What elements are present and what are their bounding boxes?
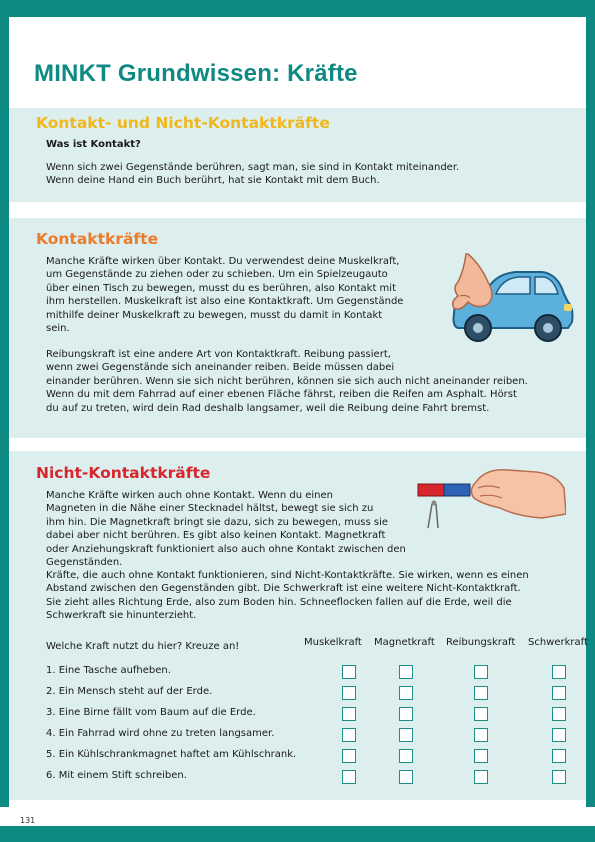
- text-line: Wenn sich zwei Gegenstände berühren, sagt man, sie sind in Kontakt miteinander.: [46, 162, 460, 173]
- section3-paragraph1: [46, 489, 446, 569]
- checkbox-schwerkraft-6[interactable]: [552, 770, 566, 784]
- magnet-icon: [418, 484, 470, 496]
- section2-paragraph1: [46, 255, 446, 335]
- section2-heading: Kontaktkräfte: [36, 230, 159, 248]
- text-line: Wenn deine Hand ein Buch berührt, hat sie Kontakt mit dem Buch.: [46, 175, 380, 187]
- text-line: oder Anziehungskraft funktioniert also auch ohne Kontakt zwischen den Gegenständen.: [46, 543, 406, 569]
- bottom-border: [0, 826, 595, 842]
- text-line: über einen Tisch zu bewegen, musst du es berühren, also Kontakt mit: [46, 282, 396, 294]
- checkbox-muskelkraft-4[interactable]: [342, 728, 356, 742]
- checkbox-schwerkraft-2[interactable]: [552, 686, 566, 700]
- right-border: [586, 17, 595, 807]
- text-line: einander berühren. Wenn sie sich nicht berühren, können sie sich auch nicht aneinander reiben.: [46, 375, 528, 387]
- checkbox-magnetkraft-1[interactable]: [399, 665, 413, 679]
- checkbox-reibungskraft-2[interactable]: [474, 686, 488, 700]
- column-header: Muskelkraft: [304, 637, 362, 648]
- list-item: 4. Ein Fahrrad wird ohne zu treten langsamer.: [46, 728, 275, 739]
- section1-question: Was ist Kontakt?: [46, 139, 141, 150]
- text-line: ihm hin. Die Magnetkraft bringt sie dazu, sich zu bewegen, muss sie: [46, 516, 389, 528]
- text-line: Wenn du mit dem Fahrrad auf einer ebenen Fläche fährst, reiben die Reifen am Asphalt. Hörst: [46, 389, 517, 401]
- checkbox-reibungskraft-5[interactable]: [474, 749, 488, 763]
- section3-paragraph2: [46, 569, 529, 623]
- text-line: Kräfte, die auch ohne Kontakt funktionieren, sind Nicht-Kontaktkräfte. Sie wirken, wenn es einen: [46, 570, 529, 581]
- pin-icon: [428, 501, 438, 529]
- text-line: ihm herstellen. Muskelkraft ist also eine Kontaktkraft. Um Gegenstände: [46, 296, 404, 308]
- checkbox-reibungskraft-3[interactable]: [474, 707, 488, 721]
- list-item: 2. Ein Mensch steht auf der Erde.: [46, 686, 213, 697]
- list-item: 6. Mit einem Stift schreiben.: [46, 770, 187, 781]
- hand-icon: [471, 470, 566, 518]
- checkbox-schwerkraft-1[interactable]: [552, 665, 566, 679]
- text-line: Sie zieht alles Richtung Erde, also zum Boden hin. Schneeflocken fallen auf die Erde, weil die: [46, 596, 512, 608]
- checkbox-schwerkraft-5[interactable]: [552, 749, 566, 763]
- checkbox-muskelkraft-2[interactable]: [342, 686, 356, 700]
- section1-heading: Kontakt- und Nicht-Kontaktkräfte: [36, 114, 330, 132]
- text-line: Abstand zwischen den Gegenständen gibt. Die Schwerkraft ist eine weitere Nicht-Kontaktkraft.: [46, 583, 521, 595]
- top-border: [0, 0, 595, 17]
- list-item: 5. Ein Kühlschrankmagnet haftet am Kühlschrank.: [46, 749, 297, 760]
- checkbox-magnetkraft-6[interactable]: [399, 770, 413, 784]
- column-header: Schwerkraft: [528, 637, 588, 648]
- checkbox-muskelkraft-5[interactable]: [342, 749, 356, 763]
- checkbox-magnetkraft-4[interactable]: [399, 728, 413, 742]
- task-instruction: Welche Kraft nutzt du hier? Kreuze an!: [46, 641, 240, 652]
- section1-text: [46, 161, 459, 188]
- hand-icon: [453, 254, 492, 309]
- checkbox-schwerkraft-4[interactable]: [552, 728, 566, 742]
- page-title: MINKT Grundwissen: Kräfte: [34, 60, 358, 87]
- section2-paragraph2: [46, 348, 528, 415]
- text-line: Magneten in die Nähe einer Stecknadel hältst, bewegt sie sich zu: [46, 503, 374, 515]
- checkbox-magnetkraft-5[interactable]: [399, 749, 413, 763]
- text-line: du auf zu treten, wird dein Rad deshalb langsamer, weil die Reibung deine Fahrt bremst.: [46, 402, 490, 414]
- list-item: 3. Eine Birne fällt vom Baum auf die Erde.: [46, 707, 256, 718]
- section3-heading: Nicht-Kontaktkräfte: [36, 464, 211, 482]
- checkbox-muskelkraft-6[interactable]: [342, 770, 356, 784]
- text-line: mithilfe deiner Muskelkraft zu bewegen, musst du damit in Kontakt: [46, 309, 383, 321]
- page-number: 131: [20, 816, 36, 825]
- left-border: [0, 17, 9, 807]
- text-line: Manche Kräfte wirken über Kontakt. Du verwendest deine Muskelkraft,: [46, 256, 400, 267]
- checkbox-schwerkraft-3[interactable]: [552, 707, 566, 721]
- list-item: 1. Eine Tasche aufheben.: [46, 665, 171, 676]
- magnet-illustration: [416, 458, 566, 536]
- toy-car-illustration: [446, 252, 576, 348]
- checkbox-reibungskraft-4[interactable]: [474, 728, 488, 742]
- checkbox-reibungskraft-6[interactable]: [474, 770, 488, 784]
- checkbox-muskelkraft-1[interactable]: [342, 665, 356, 679]
- text-line: sein.: [46, 323, 70, 335]
- column-header: Magnetkraft: [374, 637, 435, 648]
- text-line: Reibungskraft ist eine andere Art von Kontaktkraft. Reibung passiert,: [46, 349, 391, 360]
- text-line: Manche Kräfte wirken auch ohne Kontakt. Wenn du einen: [46, 490, 333, 501]
- checkbox-muskelkraft-3[interactable]: [342, 707, 356, 721]
- checkbox-magnetkraft-2[interactable]: [399, 686, 413, 700]
- text-line: wenn zwei Gegenstände sich aneinander reiben. Beide müssen dabei: [46, 362, 395, 374]
- column-header: Reibungskraft: [446, 637, 516, 648]
- text-line: Schwerkraft sie hinunterzieht.: [46, 610, 197, 622]
- text-line: dabei aber nicht berühren. Es gibt also keinen Kontakt. Magnetkraft: [46, 530, 386, 542]
- text-line: um Gegenstände zu ziehen oder zu schieben. Um ein Spielzeugauto: [46, 269, 388, 281]
- checkbox-magnetkraft-3[interactable]: [399, 707, 413, 721]
- checkbox-reibungskraft-1[interactable]: [474, 665, 488, 679]
